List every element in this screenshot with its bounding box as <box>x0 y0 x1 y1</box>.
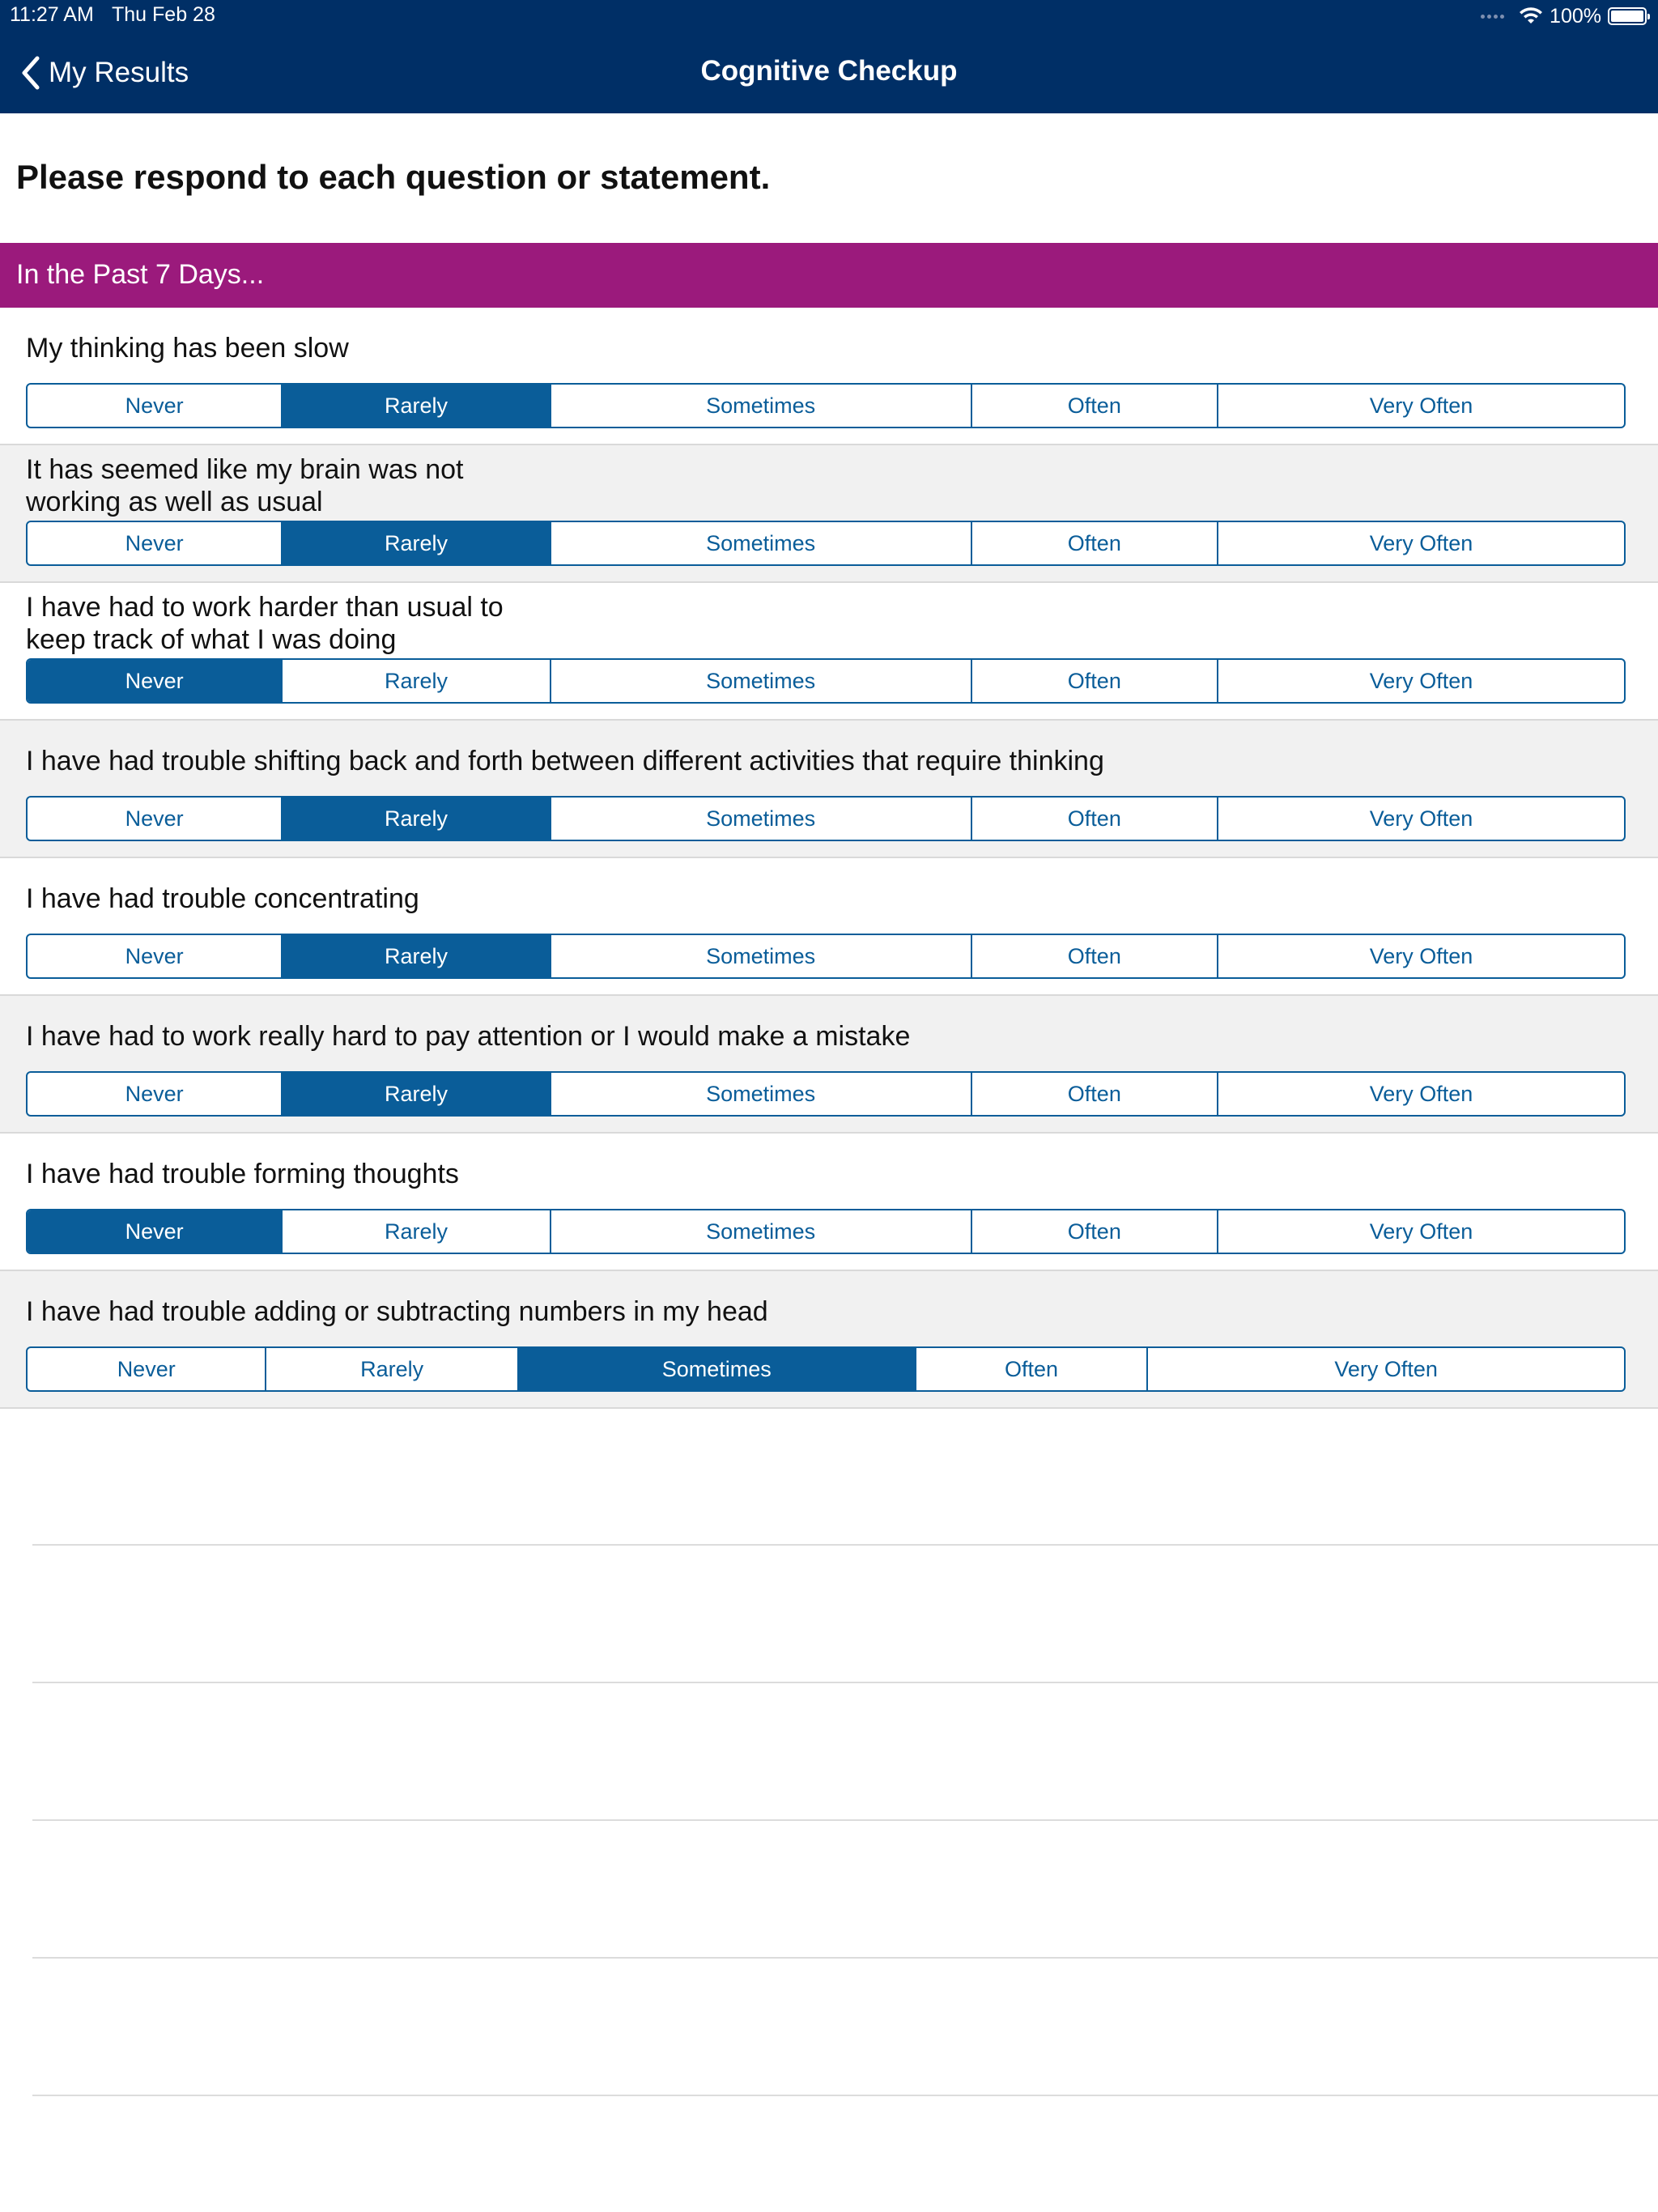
wifi-icon <box>1519 7 1543 25</box>
question-text-line: My thinking has been slow <box>26 333 349 364</box>
option-never[interactable]: Never <box>28 522 283 564</box>
option-sometimes[interactable]: Sometimes <box>519 1348 916 1390</box>
option-sometimes[interactable]: Sometimes <box>551 385 972 427</box>
section-header-label: In the Past 7 Days... <box>16 259 265 290</box>
page-title: Cognitive Checkup <box>700 55 958 87</box>
option-very-often[interactable]: Very Often <box>1369 393 1473 418</box>
question-row <box>0 858 1658 996</box>
question-text <box>26 591 504 656</box>
list-separator <box>32 2095 1658 2096</box>
question-text-line: I have had to work harder than usual to <box>26 592 504 623</box>
option-sometimes[interactable]: Sometimes <box>551 660 972 702</box>
option-rarely[interactable]: Rarely <box>283 385 551 427</box>
option-never[interactable]: Never <box>28 385 283 427</box>
list-separator <box>32 1544 1658 1546</box>
question-text <box>26 1020 910 1053</box>
option-never[interactable]: Never <box>28 1073 283 1115</box>
question-text <box>26 453 463 518</box>
option-very-often[interactable]: Very Often <box>1334 1356 1438 1381</box>
option-very-often[interactable]: Very Often <box>1369 943 1473 968</box>
answer-segmented-control <box>26 383 1626 428</box>
answer-segmented-control <box>26 658 1626 704</box>
question-text <box>26 745 1104 777</box>
navigation-bar <box>0 0 1658 113</box>
option-often[interactable]: Often <box>972 385 1218 427</box>
question-text-line: I have had to work really hard to pay attention or I would make a mistake <box>26 1021 911 1052</box>
question-text-line: I have had trouble forming thoughts <box>26 1159 459 1189</box>
option-often[interactable]: Often <box>916 1348 1148 1390</box>
question-row <box>0 308 1658 445</box>
section-header <box>0 243 1658 308</box>
question-row <box>0 721 1658 858</box>
answer-segmented-control <box>26 1071 1626 1117</box>
option-very-often[interactable]: Very Often <box>1369 530 1473 555</box>
status-indicators <box>1481 3 1647 29</box>
option-rarely[interactable]: Rarely <box>283 798 551 840</box>
option-never[interactable]: Never <box>28 798 283 840</box>
question-row <box>0 583 1658 721</box>
option-often[interactable]: Often <box>972 660 1218 702</box>
answer-segmented-control <box>26 796 1626 841</box>
question-row <box>0 1271 1658 1409</box>
option-often[interactable]: Often <box>972 798 1218 840</box>
option-never[interactable]: Never <box>28 1210 283 1253</box>
list-separator <box>32 1682 1658 1683</box>
question-text <box>26 883 419 915</box>
question-text-line: I have had trouble concentrating <box>26 883 419 914</box>
option-sometimes[interactable]: Sometimes <box>551 522 972 564</box>
question-text-line: keep track of what I was doing <box>26 624 397 655</box>
option-often[interactable]: Often <box>972 935 1218 977</box>
option-rarely[interactable]: Rarely <box>283 1210 551 1253</box>
cellular-signal-icon <box>1481 15 1504 19</box>
question-text-line: working as well as usual <box>26 487 323 517</box>
option-sometimes[interactable]: Sometimes <box>551 935 972 977</box>
battery-icon <box>1608 7 1647 25</box>
option-rarely[interactable]: Rarely <box>266 1348 518 1390</box>
option-very-often[interactable]: Very Often <box>1369 668 1473 693</box>
option-very-often[interactable]: Very Often <box>1369 1219 1473 1244</box>
option-often[interactable]: Often <box>972 1210 1218 1253</box>
option-sometimes[interactable]: Sometimes <box>551 1210 972 1253</box>
answer-segmented-control <box>26 1346 1626 1392</box>
battery-percent: 100% <box>1550 4 1601 28</box>
option-sometimes[interactable]: Sometimes <box>551 1073 972 1115</box>
question-text-line: I have had trouble adding or subtracting numbers in my head <box>26 1296 768 1327</box>
question-text-line: It has seemed like my brain was not <box>26 454 464 485</box>
list-separator <box>32 1957 1658 1959</box>
option-never[interactable]: Never <box>28 1348 266 1390</box>
option-sometimes[interactable]: Sometimes <box>551 798 972 840</box>
answer-segmented-control <box>26 521 1626 566</box>
answer-segmented-control <box>26 1209 1626 1254</box>
question-text <box>26 1158 459 1190</box>
question-row <box>0 996 1658 1134</box>
back-button-label: My Results <box>49 57 189 88</box>
question-row <box>0 445 1658 583</box>
status-date: Thu Feb 28 <box>112 3 215 26</box>
option-rarely[interactable]: Rarely <box>283 935 551 977</box>
option-very-often[interactable]: Very Often <box>1369 1081 1473 1106</box>
option-rarely[interactable]: Rarely <box>283 522 551 564</box>
option-never[interactable]: Never <box>28 660 283 702</box>
question-text-line: I have had trouble shifting back and forth between different activities that require thinking <box>26 746 1104 776</box>
question-text <box>26 1295 768 1328</box>
question-text <box>26 332 349 364</box>
option-often[interactable]: Often <box>972 1073 1218 1115</box>
instructions-heading: Please respond to each question or statement. <box>16 158 771 196</box>
option-often[interactable]: Often <box>972 522 1218 564</box>
option-very-often[interactable]: Very Often <box>1369 806 1473 831</box>
question-row <box>0 1134 1658 1271</box>
list-separator <box>32 1819 1658 1821</box>
option-rarely[interactable]: Rarely <box>283 1073 551 1115</box>
option-rarely[interactable]: Rarely <box>283 660 551 702</box>
option-never[interactable]: Never <box>28 935 283 977</box>
answer-segmented-control <box>26 934 1626 979</box>
status-time: 11:27 AM <box>10 3 94 26</box>
